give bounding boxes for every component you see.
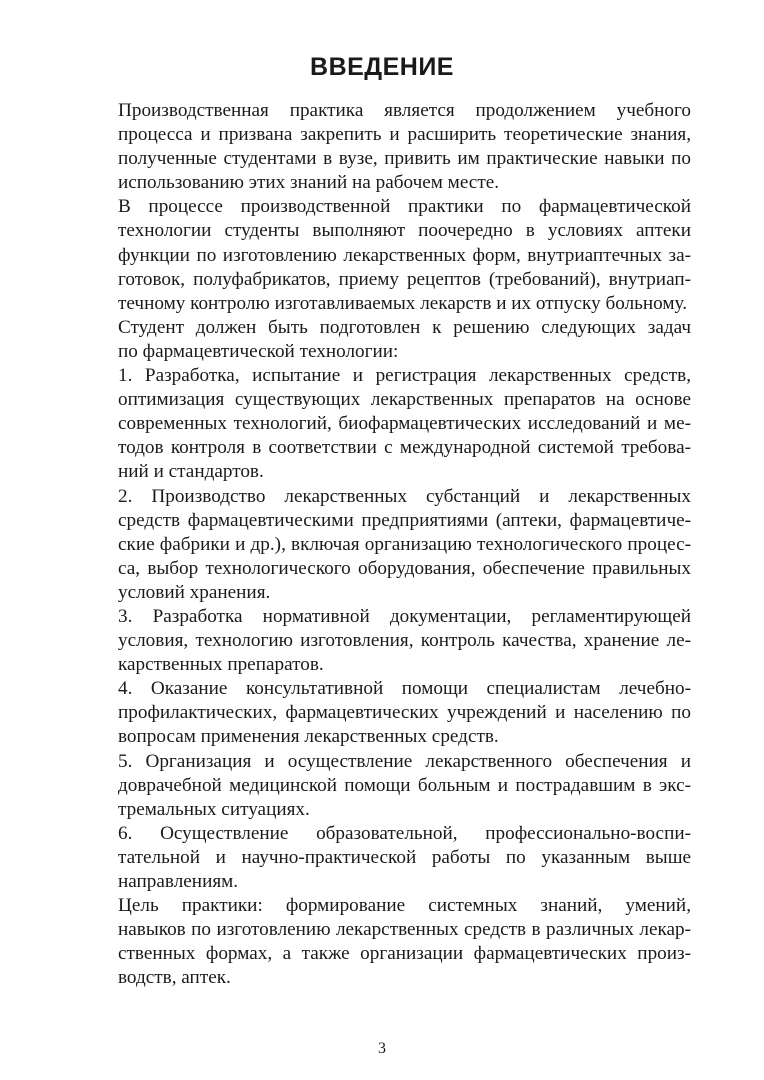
text-line: ний и стандартов. [118,461,264,483]
text-line: по фармацевтической технологии: [118,340,399,362]
text-line: современных технологий, биофармацевтических исследований и ме- [118,413,691,435]
paragraph-intro [74,99,691,195]
text-line: вопросам применения лекарственных средств. [118,726,499,748]
text-line: использованию этих знаний на рабочем месте. [118,172,500,194]
text-line: тремальных ситуациях. [118,798,310,820]
text-line: 4. Оказание консультативной помощи специалистам лечебно- [118,678,691,700]
page-title: ВВЕДЕНИЕ [310,53,454,81]
paragraph-tasks-intro [74,316,691,364]
text-line: навыков по изготовлению лекарственных средств в различных лекар- [118,919,691,941]
text-line: водств, аптек. [118,967,231,989]
text-line: Производственная практика является продолжением учебного [118,100,691,121]
text-line: направлениям. [118,871,239,892]
text-line: течному контролю изготавливаемых лекарств и их отпуску больному. [118,292,687,314]
text-line: 2. Производство лекарственных субстанций и лекарственных [118,485,691,507]
paragraph-practice-process [74,195,691,315]
text-line: карственных препаратов. [118,654,324,676]
text-line: процесса и призвана закрепить и расширить теоретические знания, [118,124,691,146]
text-line: функции по изготовлению лекарственных форм, внутриаптечных за- [118,244,691,266]
text-line: 5. Организация и осуществление лекарственного обеспечения и [118,750,691,772]
list-item-4 [74,677,691,749]
text-line: доврачебной медицинской помощи больным и пострадавшим в экс- [118,774,691,796]
text-line: полученные студентами в вузе, привить им практические навыки по [118,148,691,170]
text-line: Цель практики: формирование системных знаний, умений, [118,895,691,917]
page-number: 3 [378,1040,386,1057]
text-line: средств фармацевтическими предприятиями (аптеки, фармацевтиче- [118,509,691,531]
text-line: ственных формах, а также организации фармацевтических произ- [118,943,691,965]
text-line: условия, технологию изготовления, контроль качества, хранение ле- [118,630,691,652]
list-item-6 [74,822,691,894]
text-line: В процессе производственной практики по фармацевтической [118,196,691,218]
list-item-2 [74,485,691,605]
text-line: Студент должен быть подготовлен к решению следующих задач [118,316,691,338]
text-line: оптимизация существующих лекарственных препаратов на основе [118,389,691,411]
text-line: профилактических, фармацевтических учреждений и населению по [118,702,691,724]
text-line: 1. Разработка, испытание и регистрация лекарственных средств, [118,365,691,387]
text-line: технологии студенты выполняют поочередно в условиях аптеки [118,220,691,242]
list-item-1 [74,364,691,484]
list-item-5 [74,750,691,822]
text-line: 3. Разработка нормативной документации, регламентирующей [118,605,691,627]
text-line: условий хранения. [118,581,271,603]
text-line: 6. Осуществление образовательной, профессионально-воспи- [118,822,691,844]
paragraph-practice-goal [74,894,691,990]
text-line: тательной и научно-практической работы по указанным выше [118,846,691,868]
list-item-3 [74,605,691,677]
text-line: ские фабрики и др.), включая организацию технологического процес- [118,533,691,555]
body-text [74,99,691,990]
text-line: тодов контроля в соответствии с международной системой требова- [118,437,691,459]
text-line: готовок, полуфабрикатов, приему рецептов (требований), внутриап- [118,268,691,290]
text-line: са, выбор технологического оборудования, обеспечение правильных [118,557,691,579]
